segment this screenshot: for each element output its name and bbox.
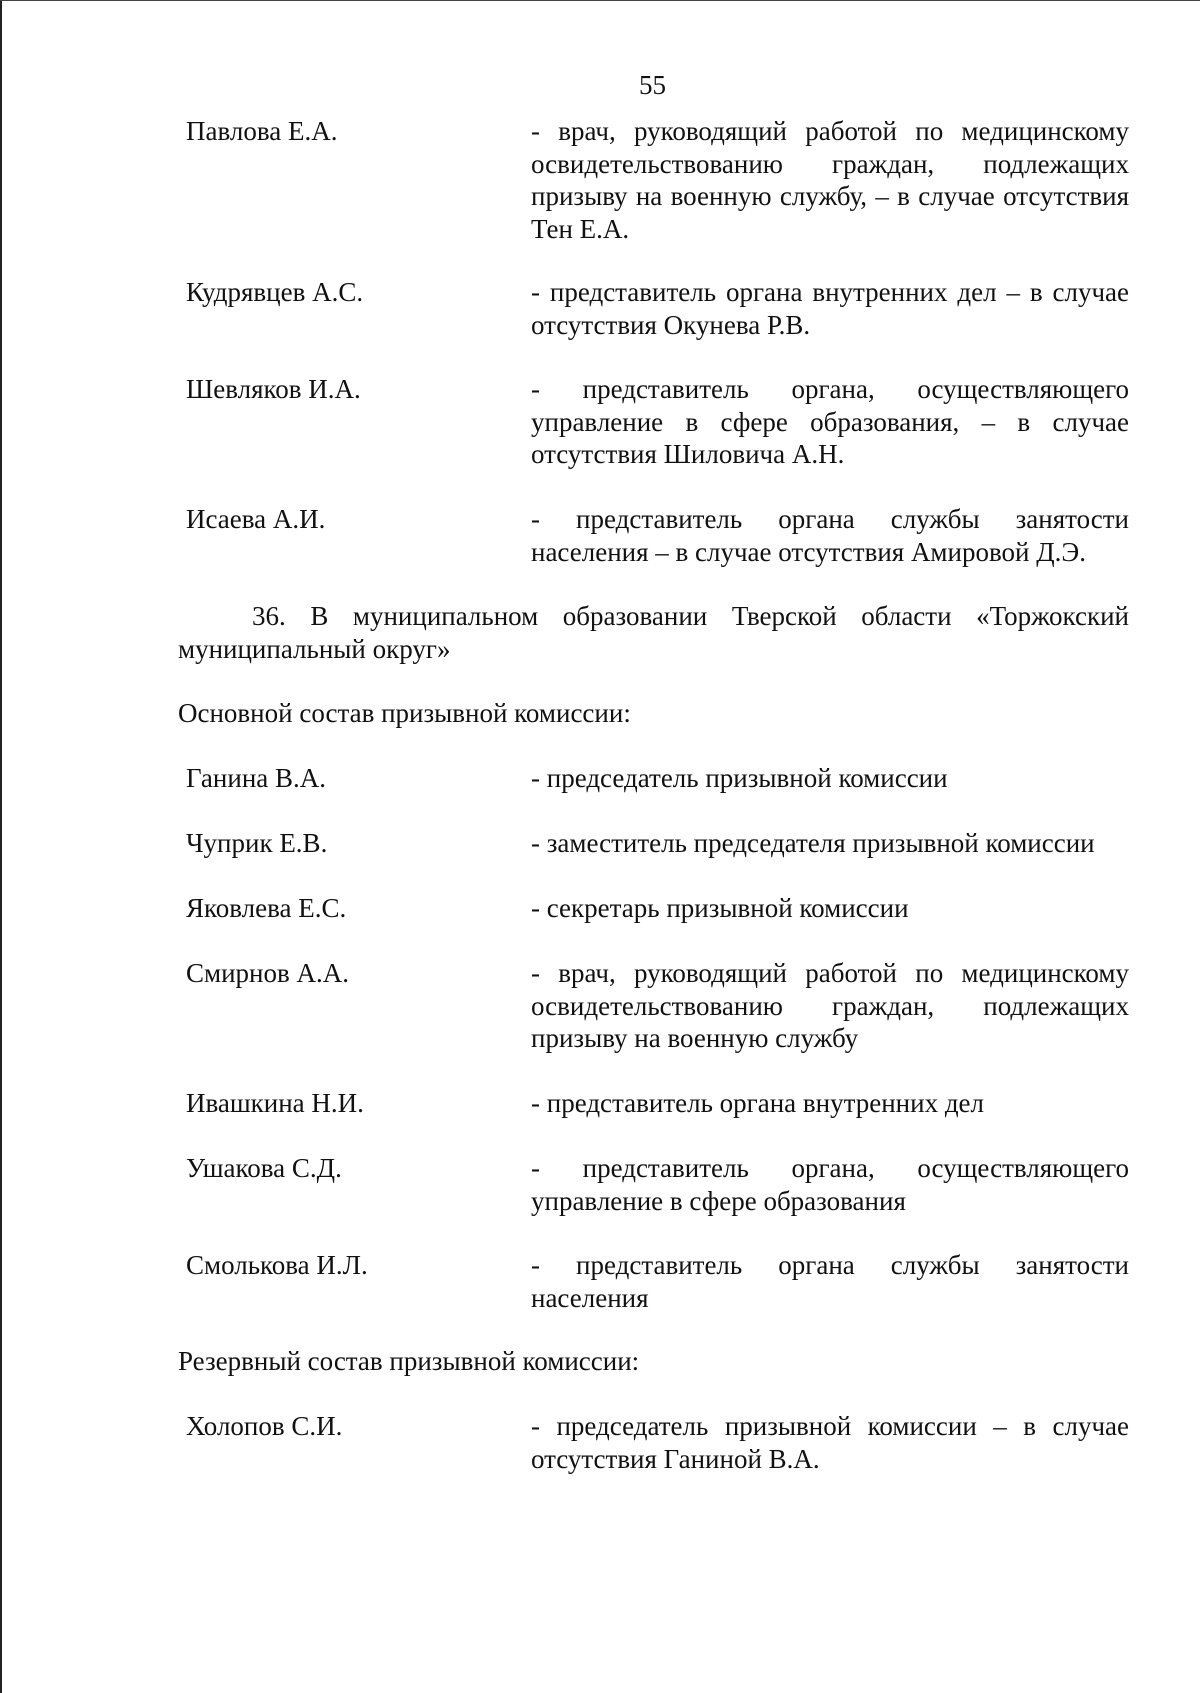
member-role: - заместитель председателя призывной комиссии	[531, 828, 1095, 858]
member-entry	[186, 115, 1129, 245]
member-name: Холопов С.И.	[186, 1411, 343, 1441]
member-name: Исаева А.И.	[186, 504, 326, 534]
scan-edge-top	[0, 0, 1200, 1]
member-role: - председатель призывной комиссии – в случае отсутствия Ганиной В.А.	[531, 1411, 1129, 1474]
member-name: Шевляков И.А.	[186, 374, 361, 404]
member-name: Смирнов А.А.	[186, 958, 349, 988]
member-entry	[186, 1410, 1129, 1475]
section-heading: 36. В муниципальном образовании Тверской области «Торжокский муниципальный округ»	[178, 601, 1129, 664]
main-composition-title: Основной состав призывной комиссии:	[178, 698, 631, 728]
member-name: Чуприк Е.В.	[186, 828, 328, 858]
member-name: Смолькова И.Л.	[186, 1250, 368, 1280]
member-role: - председатель призывной комиссии	[531, 763, 948, 793]
member-role: - врач, руководящий работой по медицинскому освидетельствованию граждан, подлежащих призыву на военную службу	[531, 958, 1129, 1053]
member-name: Ивашкина Н.И.	[186, 1088, 364, 1118]
member-role: - представитель органа внутренних дел	[531, 1088, 985, 1118]
reserve-composition-title: Резервный состав призывной комиссии:	[178, 1346, 640, 1376]
member-entry	[186, 827, 1129, 860]
member-entry	[186, 957, 1129, 1055]
member-role: - представитель органа, осуществляющего управление в сфере образования	[531, 1153, 1129, 1216]
member-role: - представитель органа внутренних дел – в случае отсутствия Окунева Р.В.	[531, 277, 1129, 340]
page-number: 55	[639, 70, 666, 100]
member-name: Ушакова С.Д.	[186, 1153, 342, 1183]
member-name: Кудрявцев А.С.	[186, 277, 364, 307]
member-role: - представитель органа службы занятости населения	[531, 1250, 1129, 1313]
member-role: - представитель органа службы занятости населения – в случае отсутствия Амировой Д.Э.	[531, 504, 1129, 567]
member-entry	[186, 503, 1129, 568]
member-entry	[186, 1152, 1129, 1217]
member-entry	[186, 1087, 1129, 1120]
member-entry	[186, 373, 1129, 471]
member-name: Яковлева Е.С.	[186, 893, 347, 923]
member-entry	[186, 276, 1129, 341]
member-entry	[186, 1249, 1129, 1314]
member-role: - врач, руководящий работой по медицинскому освидетельствованию граждан, подлежащих призыву на военную службу, – в случае отсутствия Тен Е.А.	[531, 116, 1129, 244]
member-name: Ганина В.А.	[186, 763, 327, 793]
member-entry	[186, 892, 1129, 925]
member-entry	[186, 762, 1129, 795]
member-role: - представитель органа, осуществляющего управление в сфере образования, – в случае отсутствия Шиловича А.Н.	[531, 374, 1129, 469]
member-name: Павлова Е.А.	[186, 116, 338, 146]
member-role: - секретарь призывной комиссии	[531, 893, 909, 923]
scan-edge-left	[0, 0, 2, 1693]
